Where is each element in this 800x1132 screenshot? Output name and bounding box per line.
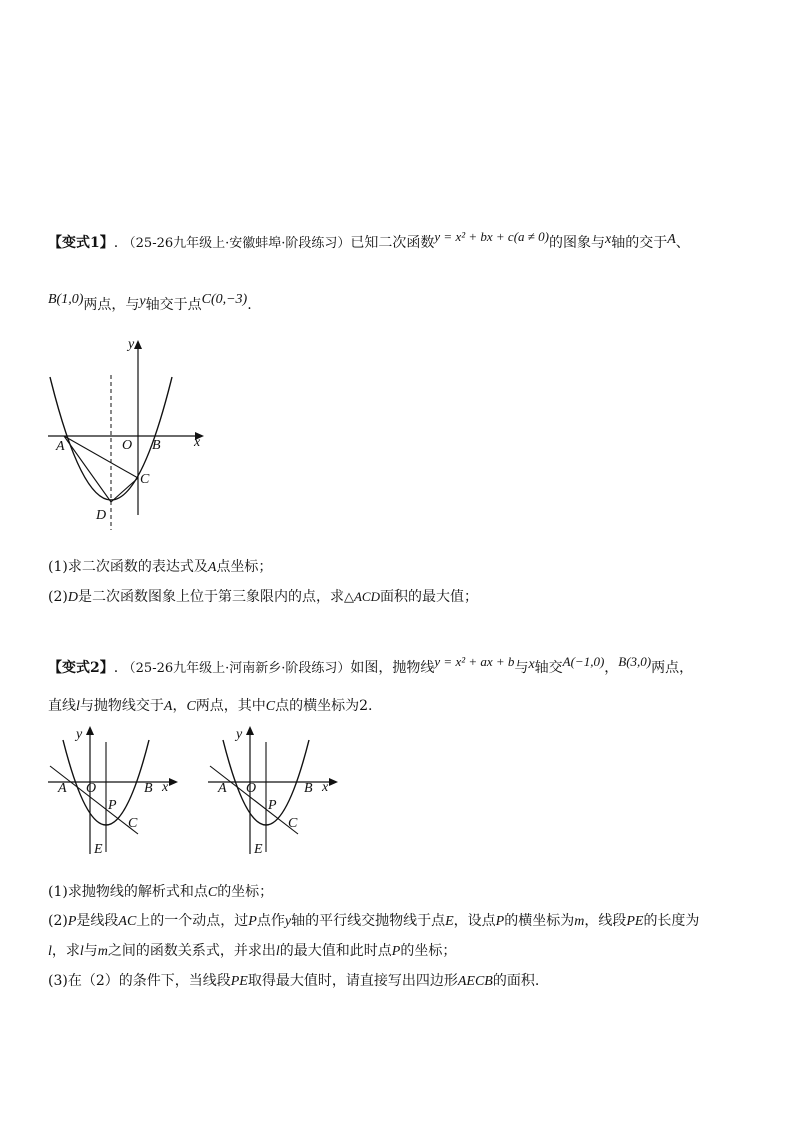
- variant2-question2-line2: [48, 944, 456, 959]
- math-y: y: [284, 914, 292, 929]
- text: 两点，: [651, 660, 694, 676]
- label-P: P: [268, 798, 277, 813]
- label-P: P: [108, 798, 117, 813]
- text: (1)求抛物线的解析式和点: [48, 884, 208, 900]
- math-l: l: [76, 699, 80, 714]
- math-C: C: [207, 885, 218, 900]
- line-l: [50, 766, 138, 834]
- text: 两点，与: [83, 297, 140, 313]
- math-C: C: [265, 699, 276, 714]
- text: 上的一个动点，过: [136, 913, 249, 929]
- label-x: x: [162, 780, 169, 795]
- label-O: O: [122, 438, 133, 453]
- label-A: A: [218, 781, 227, 796]
- variant2-figure-left: [40, 722, 200, 857]
- text: 的面积.: [492, 973, 540, 989]
- label-B: B: [304, 781, 313, 796]
- text: (3)在（2）的条件下，当线段: [48, 973, 231, 989]
- math-A: A: [667, 232, 676, 247]
- text: 的坐标；: [217, 884, 274, 900]
- y-axis-arrow: [134, 340, 142, 349]
- math-AC: AC: [118, 914, 137, 929]
- text: .: [247, 297, 252, 313]
- text: 之间的函数关系式，并求出: [107, 943, 276, 959]
- text: 的图象与: [549, 235, 605, 251]
- text: 的坐标；: [400, 943, 457, 959]
- text: 取得最大值时，请直接写出四边形: [247, 973, 458, 989]
- math-x: x: [605, 232, 612, 247]
- math-m: m: [97, 944, 108, 959]
- text: ，求: [51, 943, 80, 959]
- label-x: x: [194, 435, 201, 450]
- math-PE: PE: [626, 914, 644, 929]
- label-E: E: [94, 842, 103, 857]
- math-P: P: [67, 914, 77, 929]
- text: 、: [675, 235, 690, 251]
- math-triangle: △ACD: [343, 589, 380, 604]
- text: 如图，抛物线: [350, 660, 435, 676]
- variant2-question1: [48, 885, 273, 900]
- x-axis-arrow: [329, 778, 338, 786]
- math-y: y: [139, 294, 146, 309]
- label-B: B: [152, 438, 161, 453]
- text: 是二次函数图象上位于第三象限内的点，求: [77, 589, 344, 605]
- text: 点坐标；: [216, 559, 273, 575]
- text: 已知二次函数: [350, 235, 435, 251]
- text: (2): [48, 913, 68, 929]
- variant1-source: （25-26九年级上·安徽蚌埠·阶段练习）: [122, 236, 351, 251]
- variant1-question1: [48, 560, 272, 575]
- text: 轴的平行线交抛物线于点: [291, 913, 446, 929]
- text: ，: [172, 698, 187, 714]
- math-l: l: [79, 944, 84, 959]
- math-x: x: [528, 657, 535, 672]
- text: (1)求二次函数的表达式及: [48, 559, 208, 575]
- text: 与: [83, 943, 98, 959]
- math-P: P: [248, 914, 257, 929]
- variant1-question2: [48, 590, 478, 605]
- math-AECB: AECB: [457, 974, 493, 989]
- math-m: m: [574, 914, 585, 929]
- text: 两点，其中: [195, 698, 266, 714]
- label-y: y: [128, 337, 135, 352]
- text: 的横坐标为: [504, 913, 575, 929]
- variant1-line2: [48, 292, 252, 313]
- variant1-figure: [40, 335, 220, 535]
- label-O: O: [246, 781, 257, 796]
- variant2-question2-line1: [48, 914, 699, 929]
- math-P: P: [495, 914, 505, 929]
- math-A: A: [163, 699, 173, 714]
- text: 的长度为: [643, 913, 700, 929]
- math-C: C(0,−3): [201, 292, 248, 307]
- variant1-label: 【变式1】: [48, 235, 114, 251]
- text: 面积的最大值；: [379, 589, 478, 605]
- label-O: O: [86, 781, 97, 796]
- text: 是线段: [76, 913, 119, 929]
- text: 的最大值和此时点: [279, 943, 392, 959]
- math-B: B(1,0): [48, 292, 84, 307]
- math-E: E: [445, 914, 454, 929]
- text: 与: [514, 660, 529, 676]
- math-A: A(−1,0): [562, 654, 605, 669]
- text: 直线: [48, 698, 76, 714]
- dot: .: [113, 235, 119, 251]
- dot: .: [113, 660, 119, 676]
- variant2-figure-right: [200, 722, 360, 857]
- label-C: C: [140, 472, 150, 487]
- line-l: [210, 766, 298, 834]
- text: 点的横坐标为2.: [275, 698, 373, 714]
- math-l: l: [48, 944, 52, 959]
- math-A: A: [207, 560, 217, 575]
- variant2-label: 【变式2】: [48, 660, 114, 676]
- math-C: C: [186, 699, 196, 714]
- variant2-source: （25-26九年级上·河南新乡·阶段练习）: [122, 661, 351, 676]
- variant2-line2: [48, 699, 373, 714]
- text: 轴交于点: [145, 297, 202, 313]
- math-P: P: [391, 944, 401, 959]
- math-D: D: [67, 590, 78, 605]
- variant2-question3: [48, 974, 539, 989]
- label-A: A: [56, 439, 65, 454]
- text: (2): [48, 589, 68, 605]
- variant1-line1: [48, 229, 690, 251]
- text: ，: [604, 660, 619, 676]
- label-D: D: [96, 508, 107, 523]
- text: ，设点: [453, 913, 496, 929]
- variant2-line1: [48, 654, 694, 676]
- label-y: y: [76, 727, 83, 742]
- math-PE: PE: [230, 974, 248, 989]
- label-C: C: [288, 816, 298, 831]
- x-axis-arrow: [169, 778, 178, 786]
- text: 与抛物线交于: [79, 698, 164, 714]
- text: 轴的交于: [611, 235, 668, 251]
- y-axis-arrow: [86, 726, 94, 735]
- label-B: B: [144, 781, 153, 796]
- label-y: y: [236, 727, 243, 742]
- segment-AD: [64, 436, 111, 502]
- label-A: A: [58, 781, 67, 796]
- segment-DC: [111, 478, 138, 502]
- label-E: E: [254, 842, 263, 857]
- text: 轴交: [534, 660, 563, 676]
- label-C: C: [128, 816, 138, 831]
- formula: y = x² + bx + c(a ≠ 0): [434, 229, 549, 244]
- y-axis-arrow: [246, 726, 254, 735]
- text: ，线段: [584, 913, 627, 929]
- math-l: l: [275, 944, 280, 959]
- label-x: x: [322, 780, 329, 795]
- text: 点作: [256, 913, 285, 929]
- math-B: B(3,0): [618, 654, 652, 669]
- formula: y = x² + ax + b: [434, 654, 515, 669]
